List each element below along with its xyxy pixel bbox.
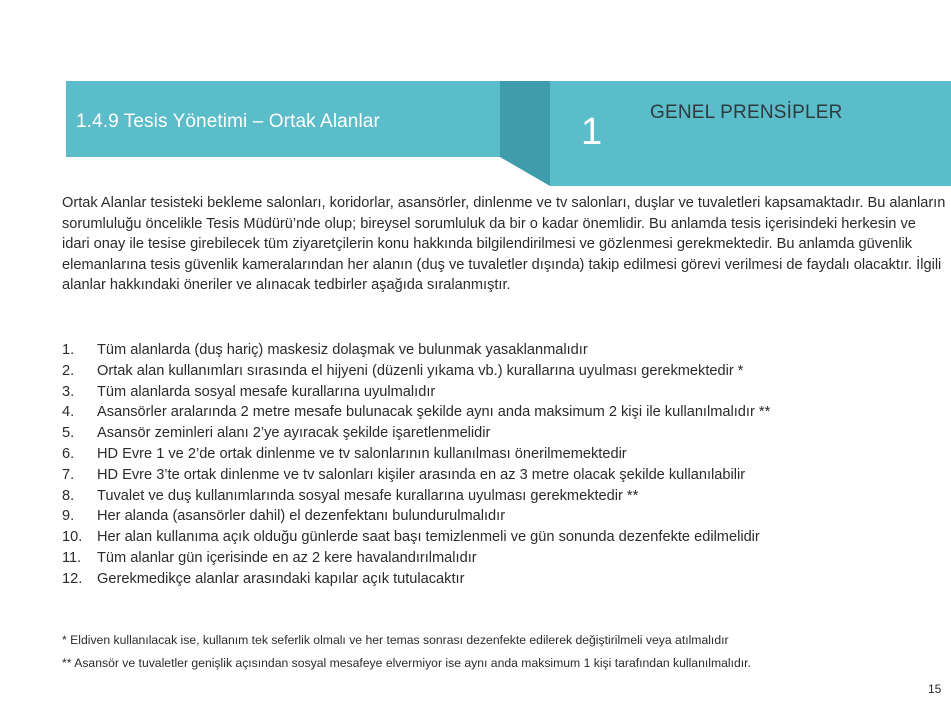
footnote-double-star: ** Asansör ve tuvaletler genişlik açısından sosyal mesafeye elvermiyor ise aynı anda maksimum 1 kişi tarafından kullanılmalıdır. (62, 656, 751, 670)
intro-paragraph: Ortak Alanlar tesisteki bekleme salonları, koridorlar, asansörler, dinlenme ve tv salonları, duşlar ve tuvaletleri kapsamaktadır. Bu alanların sorumluluğu öncelikle Tesis Müdürü’nde olup; bireysel sorumluluk da bir o kadar önemlidir. Bu anlamda tesis içerisindeki herkesin ve idari onay ile tesise girebilecek tüm ziyaretçilerin konu hakkında bilgilendirilmesi ve gözlenmesi gerekmektedir. Bu anlamda güvenlik elemanlarına tesis güvenlik kameralarından her alanın (duş ve tuvaletler dışında) takip edilmesi görevi verilmesi de faydalı olacaktır. İlgili alanlar hakkındaki öneriler ve alınacak tedbirler aşağıda sıralanmıştır. (62, 195, 946, 293)
list-item (62, 465, 770, 486)
list-item (62, 340, 770, 361)
list-item (62, 361, 770, 382)
list-item-number: 4. (62, 404, 75, 421)
list-item (62, 444, 770, 465)
list-item-number: 10. (62, 529, 83, 546)
chapter-title: GENEL PRENSİPLER (650, 102, 843, 123)
page-number: 15 (928, 682, 942, 696)
list-item-number: 12. (62, 570, 83, 587)
footnotes (62, 629, 751, 675)
chapter-banner (550, 81, 951, 186)
list-item-number: 11. (62, 549, 82, 566)
list-item-number: 6. (62, 445, 75, 462)
measures-list (62, 340, 770, 590)
list-item-number: 7. (62, 466, 75, 483)
section-title: 1.4.9 Tesis Yönetimi – Ortak Alanlar (76, 111, 380, 132)
list-item-text: HD Evre 1 ve 2’de ortak dinlenme ve tv salonlarının kullanılması önerilmemektedir (97, 445, 627, 462)
banner-fold-top (500, 81, 550, 186)
list-item-number: 1. (62, 342, 75, 358)
list-item-number: 9. (62, 508, 75, 525)
list-item-text: Tüm alanlar gün içerisinde en az 2 kere havalandırılmalıdır (97, 549, 477, 566)
list-item-number: 2. (62, 362, 75, 379)
footnote-single-star: * Eldiven kullanılacak ise, kullanım tek seferlik olmalı ve her temas sonrası dezenfekte edilerek değiştirilmeli veya atılmalıdır (62, 633, 729, 647)
list-item-text: Her alan kullanıma açık olduğu günlerde saat başı temizlenmeli ve gün sonunda dezenfekte edilmelidir (97, 529, 760, 546)
list-item-number: 3. (62, 383, 75, 400)
list-item-text: Gerekmedikçe alanlar arasındaki kapılar açık tutulacaktır (97, 570, 465, 587)
list-item-text: Ortak alan kullanımları sırasında el hijyeni (düzenli yıkama vb.) kurallarına uyulması gerekmektedir * (97, 362, 744, 379)
list-item-text: HD Evre 3’te ortak dinlenme ve tv salonları kişiler arasında en az 3 metre olacak şekilde kullanılabilir (97, 466, 746, 483)
list-item (62, 402, 770, 423)
list-item-text: Tüm alanlarda sosyal mesafe kurallarına uyulmalıdır (97, 383, 436, 400)
list-item (62, 382, 770, 403)
list-item-text: Tuvalet ve duş kullanımlarında sosyal mesafe kurallarına uyulması gerekmektedir ** (97, 487, 639, 504)
list-item-number: 8. (62, 487, 75, 504)
list-item (62, 506, 770, 527)
list-item-text: Asansör zeminleri alanı 2’ye ayıracak şekilde işaretlenmelidir (97, 425, 491, 442)
list-item (62, 527, 770, 548)
list-item-number: 5. (62, 425, 75, 442)
list-item-text: Her alanda (asansörler dahil) el dezenfektanı bulundurulmalıdır (97, 508, 506, 525)
section-banner (66, 81, 500, 157)
list-item (62, 569, 770, 590)
list-item (62, 548, 770, 569)
banner-fold (500, 81, 550, 186)
chapter-number: 1 (581, 111, 603, 153)
list-item (62, 486, 770, 507)
list-item-text: Tüm alanlarda (duş hariç) maskesiz dolaşmak ve bulunmak yasaklanmalıdır (97, 342, 588, 358)
list-item (62, 423, 770, 444)
list-item-text: Asansörler aralarında 2 metre mesafe bulunacak şekilde aynı anda maksimum 2 kişi ile kullanılmalıdır ** (97, 404, 771, 421)
